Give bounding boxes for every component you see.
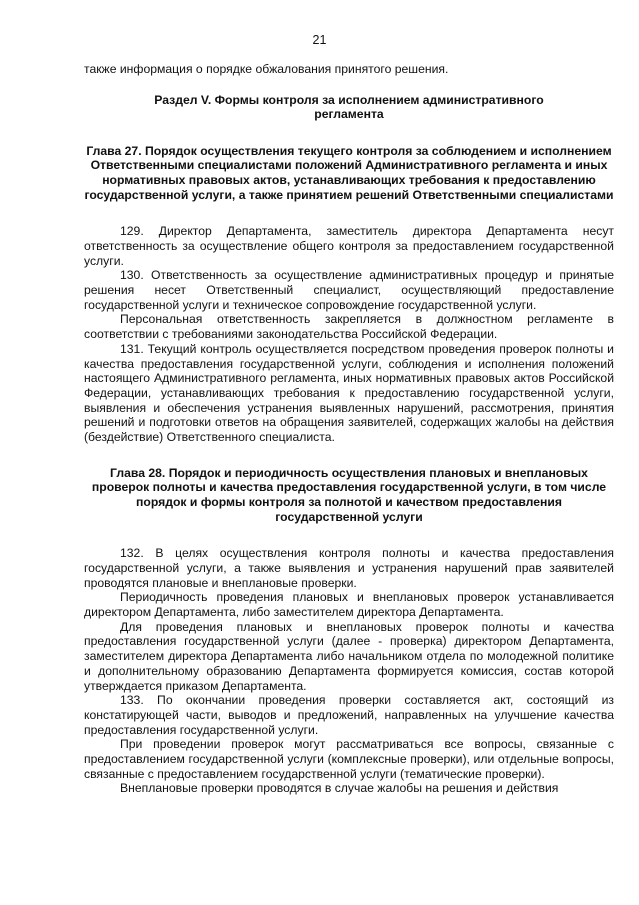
- paragraph-periodicity: Периодичность проведения плановых и внеплановых проверок устанавливается директором Департамента, либо заместителем директора Департамента.: [84, 590, 614, 619]
- paragraph-inspection-questions: При проведении проверок могут рассматриваться все вопросы, связанные с предоставлением государственной услуги (комплексные проверки), или отдельные вопросы, связанные с предоставлением государственной услуги (тематические проверки).: [84, 737, 614, 781]
- paragraph-129: 129. Директор Департамента, заместитель директора Департамента несут ответственность за осуществление общего контроля за предоставлением государственной услуги.: [84, 224, 614, 268]
- paragraph-personal-responsibility: Персональная ответственность закрепляется в должностном регламенте в соответствии с требованиями законодательства Российской Федерации.: [84, 312, 614, 342]
- chapter-28-body: [84, 546, 614, 796]
- page-number: 21: [312, 33, 327, 47]
- paragraph-131: 131. Текущий контроль осуществляется посредством проведения проверок полноты и качества предоставления государственной услуги, соблюдения и исполнения положений настоящего Административного регламента, иных нормативных правовых актов Российской Федерации, устанавливающих требования к предоставлению государственной услуги, выявления и обеспечения устранения выявленных нарушений, рассмотрения, принятия решений и подготовки ответов на обращения заявителей, содержащих жалобы на действия (бездействие) Ответственного специалиста.: [84, 341, 614, 445]
- paragraph-commission: Для проведения плановых и внеплановых проверок полноты и качества предоставления государственной услуги (далее - проверка) директором Департамента, заместителем директора Департамента либо начальником отдела по молодежной политике и дополнительному образованию Департамента формируется комиссия, состав которой утверждается приказом Департамента.: [84, 619, 614, 693]
- intro-line: также информация о порядке обжалования принятого решения.: [84, 62, 449, 76]
- document-content: [84, 62, 614, 796]
- chapter-27-heading: Глава 27. Порядок осуществления текущего контроля за соблюдением и исполнением Ответственными специалистами положений Административного регламента и иных нормативных правовых актов, устанавливающих требования к предоставлению государственной услуги, а также принятием решений Ответственными специалистами: [84, 143, 614, 202]
- paragraph-133: 133. По окончании проведения проверки составляется акт, состоящий из констатирующей части, выводов и предложений, направленных на улучшение качества предоставления государственной услуги.: [84, 693, 614, 737]
- chapter-28-heading: Глава 28. Порядок и периодичность осуществления плановых и внеплановых проверок полноты и качества предоставления государственной услуги, в том числе порядок и формы контроля за полнотой и качеством предоставления государственной услуги: [91, 465, 607, 524]
- chapter-27-body: [84, 224, 614, 445]
- section-heading: Раздел V. Формы контроля за исполнением административного регламента: [154, 92, 544, 122]
- paragraph-130: 130. Ответственность за осуществление административных процедур и принятые решения несет Ответственный специалист, осуществляющий предоставление государственной услуги и техническое сопровождение государственной услуги.: [84, 268, 614, 312]
- paragraph-132: 132. В целях осуществления контроля полноты и качества предоставления государственной услуги, а также выявления и устранения нарушений прав заявителей проводятся плановые и внеплановые проверки.: [84, 546, 614, 590]
- paragraph-unscheduled-inspections: Внеплановые проверки проводятся в случае жалобы на решения и действия: [120, 781, 559, 796]
